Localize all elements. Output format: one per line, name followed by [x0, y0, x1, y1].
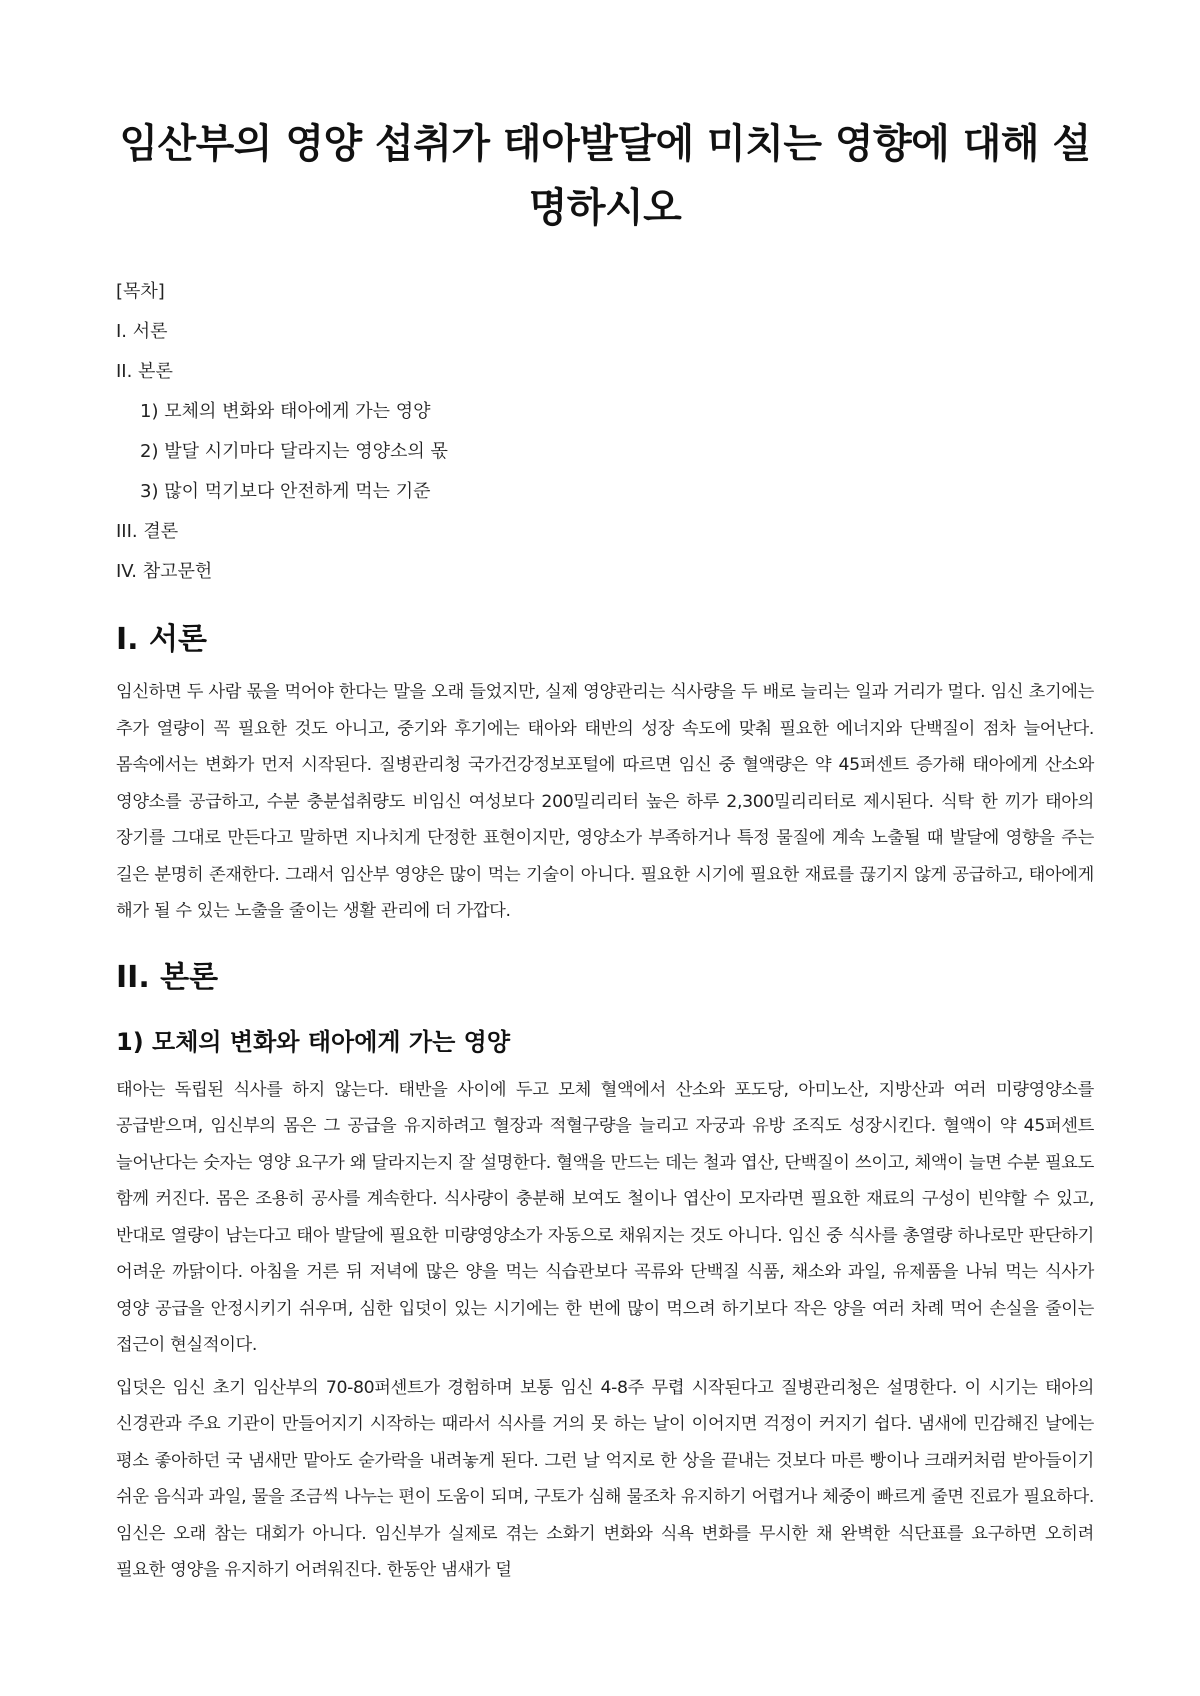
subsection-heading-1: 1) 모체의 변화와 태아에게 가는 영양	[116, 1027, 511, 1056]
document-title: 임산부의 영양 섭취가 태아발달에 미치는 영향에 대해 설명하시오	[119, 121, 1091, 231]
toc-item-body-sub1: 1) 모체의 변화와 태아에게 가는 영양	[140, 401, 431, 422]
section-heading-body: II. 본론	[116, 959, 219, 995]
toc-item-conclusion: III. 결론	[116, 521, 179, 542]
toc-item-body: II. 본론	[116, 361, 173, 382]
toc-item-body-sub2: 2) 발달 시기마다 달라지는 영양소의 몫	[140, 441, 448, 462]
section-heading-intro: I. 서론	[116, 622, 207, 657]
toc-item-references: IV. 참고문헌	[116, 561, 213, 582]
body-paragraph-1: 태아는 독립된 식사를 하지 않는다. 태반을 사이에 두고 모체 혈액에서 산소와 포도당, 아미노산, 지방산과 여러 미량영양소를 공급받으며, 임신부의 몸은 그 공급을 유지하려고 혈장과 적혈구량을 늘리고 자궁과 유방 조직도 성장시킨다. 혈액이 약 45퍼센트 늘어난다는 숫자는 영양 요구가 왜 달라지는지 잘 설명한다. 혈액을 만드는 데는 철과 엽산, 단백질이 쓰이고, 체액이 늘면 수분 필요도 함께 커진다. 몸은 조용히 공사를 계속한다. 식사량이 충분해 보여도 철이나 엽산이 모자라면 필요한 재료의 구성이 빈약할 수 있고, 반대로 열량이 남는다고 태아 발달에 필요한 미량영양소가 자동으로 채워지는 것도 아니다. 임신 중 식사를 총열량 하나로만 판단하기 어려운 까닭이다. 아침을 거른 뒤 저녁에 많은 양을 먹는 식습관보다 곡류와 단백질 식품, 채소와 과일, 유제품을 나눠 먹는 식사가 영양 공급을 안정시키기 쉬우며, 심한 입덧이 있는 시기에는 한 번에 많이 먹으려 하기보다 작은 양을 여러 차례 먹어 손실을 줄이는 접근이 현실적이다.	[116, 1079, 1094, 1355]
toc-heading: [목차]	[116, 281, 165, 302]
table-of-contents	[116, 272, 1094, 592]
body-paragraph-2: 입덧은 임신 초기 임산부의 70-80퍼센트가 경험하며 보통 임신 4-8주 무렵 시작된다고 질병관리청은 설명한다. 이 시기는 태아의 신경관과 주요 기관이 만들어지기 시작하는 때라서 식사를 거의 못 하는 날이 이어지면 걱정이 커지기 쉽다. 냄새에 민감해진 날에는 평소 좋아하던 국 냄새만 맡아도 숟가락을 내려놓게 된다. 그런 날 억지로 한 상을 끝내는 것보다 마른 빵이나 크래커처럼 받아들이기 쉬운 음식과 과일, 물을 조금씩 나누는 편이 도움이 되며, 구토가 심해 물조차 유지하기 어렵거나 체중이 빠르게 줄면 진료가 필요하다. 임신은 오래 참는 대회가 아니다. 임신부가 실제로 겪는 소화기 변화와 식욕 변화를 무시한 채 완벽한 식단표를 요구하면 오히려 필요한 영양을 유지하기 어려워진다. 한동안 냄새가 덜	[116, 1377, 1094, 1580]
toc-item-intro: I. 서론	[116, 321, 168, 342]
intro-paragraph: 임신하면 두 사람 몫을 먹어야 한다는 말을 오래 들었지만, 실제 영양관리는 식사량을 두 배로 늘리는 일과 거리가 멀다. 임신 초기에는 추가 열량이 꼭 필요한 것도 아니고, 중기와 후기에는 태아와 태반의 성장 속도에 맞춰 필요한 에너지와 단백질이 점차 늘어난다. 몸속에서는 변화가 먼저 시작된다. 질병관리청 국가건강정보포털에 따르면 임신 중 혈액량은 약 45퍼센트 증가해 태아에게 산소와 영양소를 공급하고, 수분 충분섭취량도 비임신 여성보다 200밀리리터 높은 하루 2,300밀리리터로 제시된다. 식탁 한 끼가 태아의 장기를 그대로 만든다고 말하면 지나치게 단정한 표현이지만, 영양소가 부족하거나 특정 물질에 계속 노출될 때 발달에 영향을 주는 길은 분명히 존재한다. 그래서 임산부 영양은 많이 먹는 기술이 아니다. 필요한 시기에 필요한 재료를 끊기지 않게 공급하고, 태아에게 해가 될 수 있는 노출을 줄이는 생활 관리에 더 가깝다.	[116, 682, 1094, 921]
toc-item-body-sub3: 3) 많이 먹기보다 안전하게 먹는 기준	[140, 481, 431, 502]
